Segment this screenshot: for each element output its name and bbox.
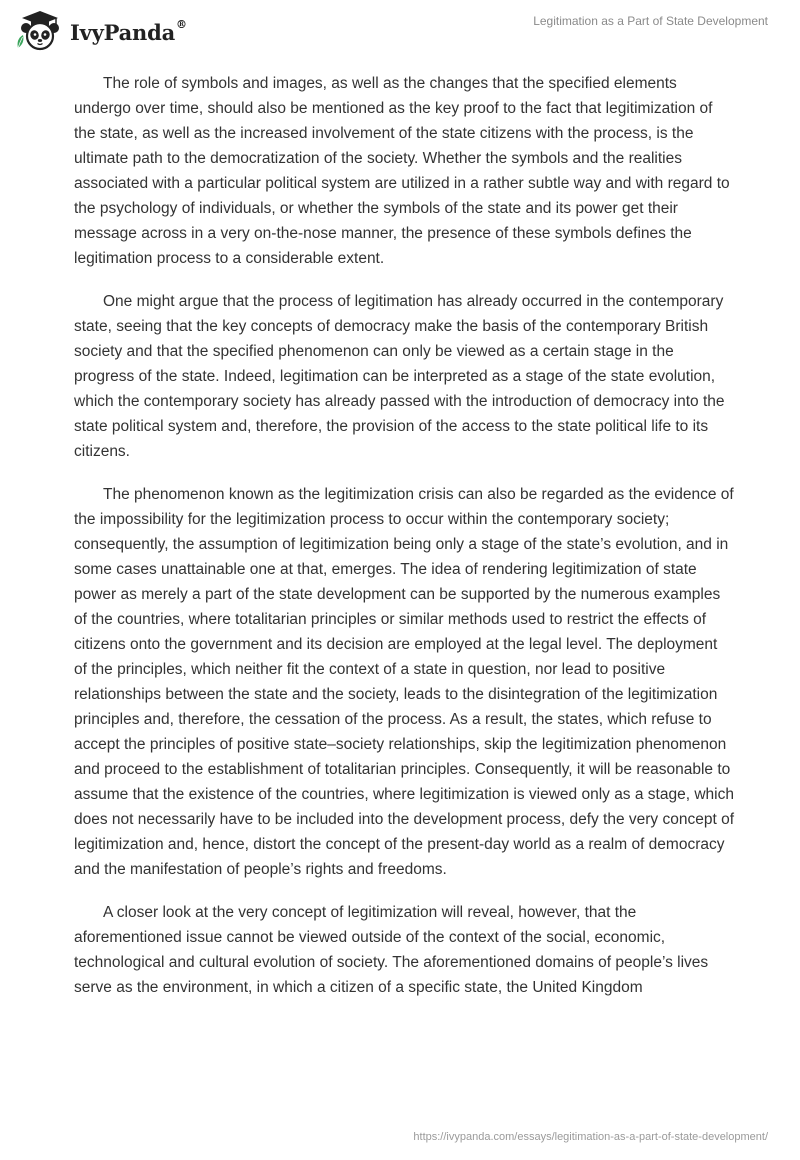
panda-graduate-icon [14, 8, 64, 52]
running-title: Legitimation as a Part of State Development [533, 14, 768, 28]
ivypanda-logo[interactable] [14, 8, 187, 52]
page-header [0, 0, 800, 60]
logo-text: IvyPanda® [70, 17, 187, 45]
essay-body [74, 71, 734, 1018]
paragraph-2: One might argue that the process of legitimation has already occurred in the contemporary state, seeing that the key concepts of democracy make the basis of the contemporary British society and that the specified phenomenon can only be viewed as a certain stage in the progress of the state. Indeed, legitimation can be interpreted as a stage of the state evolution, which the contemporary society has already passed with the introduction of democracy into the state political system and, therefore, the provision of the access to the state political life to its citizens. [74, 293, 725, 460]
paragraph-4: A closer look at the very concept of legitimization will reveal, however, that the aforementioned issue cannot be viewed outside of the context of the social, economic, technological and cultural evolution of society. The aforementioned domains of people’s lives serve as the environment, in which a citizen of a specific state, the United Kingdom [74, 904, 709, 996]
paragraph-1: The role of symbols and images, as well as the changes that the specified elements undergo over time, should also be mentioned as the key proof to the fact that legitimization of the state, as well as the increased involvement of the state citizens with the process, is the ultimate path to the democratization of the society. Whether the symbols and the realities associated with a particular political system are utilized in a rather subtle way and with regard to the psychology of individuals, or whether the symbols of the state and its power get their message across in a very on-the-nose manner, the presence of these symbols defines the legitimation process to a considerable extent. [74, 75, 730, 267]
registered-mark: ® [176, 17, 187, 31]
source-url-link[interactable]: https://ivypanda.com/essays/legitimation-as-a-part-of-state-development/ [413, 1131, 768, 1143]
paragraph-3: The phenomenon known as the legitimization crisis can also be regarded as the evidence of the impossibility for the legitimization process to occur within the contemporary society; consequently, the assumption of legitimization being only a stage of the state’s evolution, and in some cases unattainable one at that, emerges. The idea of rendering legitimization of state power as merely a part of the state development can be supported by the numerous examples of the countries, where totalitarian principles or similar methods used to restrict the effects of citizens onto the government and its decision are employed at the legal level. The deployment of the principles, which neither fit the context of a state in question, nor lead to positive relationships between the state and the society, leads to the disintegration of the legitimization principles and, therefore, the cessation of the process. As a result, the states, which refuse to accept the principles of positive state–society relationships, skip the legitimization phenomenon and proceed to the establishment of totalitarian principles. Consequently, it will be reasonable to assume that the existence of the countries, where legitimization is viewed only as a stage, which does not necessarily have to be included into the development process, defy the very concept of legitimization and, hence, distort the concept of the present-day world as a realm of democracy and the manifestation of people’s rights and freedoms. [74, 486, 735, 878]
